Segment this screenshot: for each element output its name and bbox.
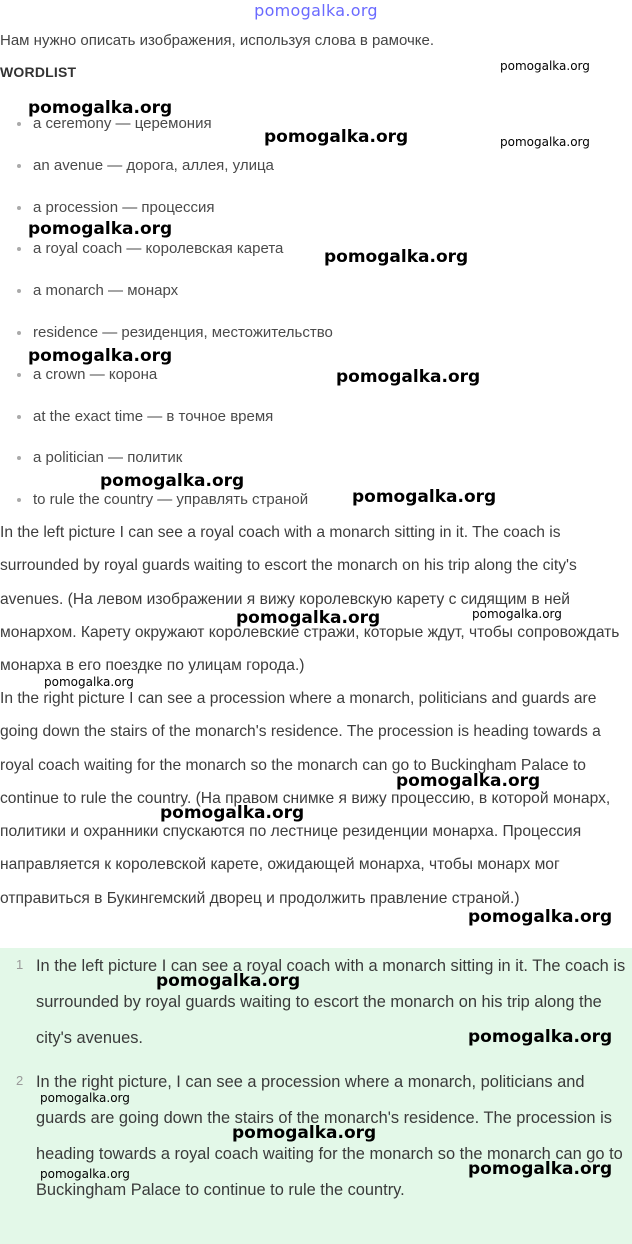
watermark: pomogalka.org xyxy=(500,59,590,73)
bullet-icon xyxy=(17,247,21,251)
paragraph-left-picture: In the left picture I can see a royal coach with a monarch sitting in it. The coach is surrounded by royal guards waiting to escort the monarch on his trip along the city's avenues. (На левом изображении я вижу королевскую карету с сидящим в ней монархом. Карету окружают королевские стражи, которые ждут, чтобы сопровождать монарха в его поездке по улицам города.) xyxy=(0,524,620,675)
bullet-icon xyxy=(17,206,21,210)
bullet-icon xyxy=(17,331,21,335)
watermark: pomogalka.org xyxy=(352,487,497,507)
watermark: pomogalka.org xyxy=(500,135,590,149)
watermark: pomogalka.org xyxy=(336,367,481,387)
watermark: pomogalka.org xyxy=(396,771,541,791)
wordlist-item-text: residence — резиденция, местожительство xyxy=(33,323,333,341)
bullet-icon xyxy=(17,415,21,419)
paragraph-right-picture: In the right picture I can see a procession where a monarch, politicians and guards are going down the stairs of the monarch's residence. The procession is heading towards a royal coach waiting for the monarch so the monarch can go to Buckingham Palace to continue to rule the country. (На правом снимке я вижу процессию, в которой монарх, политики и охранники спускаются по лестнице резиденции монарха. Процессия направляется к королевской карете, ожидающей монарха, чтобы монарх мог отправиться в Букингемский дворец и продолжить правление страной.) xyxy=(0,690,611,907)
bullet-icon xyxy=(17,498,21,502)
wordlist-item-text: a monarch — монарх xyxy=(33,282,179,300)
wordlist-item-text: a crown — корона xyxy=(33,365,158,383)
wordlist-item-text: to rule the country — управлять страной xyxy=(33,491,309,509)
watermark: pomogalka.org xyxy=(28,98,173,118)
bullet-icon xyxy=(17,456,21,460)
wordlist-item xyxy=(0,147,333,189)
bullet-icon xyxy=(17,289,21,293)
wordlist-item-text: a procession — процессия xyxy=(33,198,215,216)
watermark: pomogalka.org xyxy=(232,1123,377,1143)
wordlist xyxy=(0,105,333,523)
answer-number: 2 xyxy=(16,1073,24,1088)
watermark: pomogalka.org xyxy=(100,471,245,491)
watermark: pomogalka.org xyxy=(160,803,305,823)
bullet-icon xyxy=(17,373,21,377)
answer-text: In the left picture I can see a royal coach with a monarch sitting in it. The coach is surrounded by royal guards waiting to escort the monarch on his trip along the city's avenues. xyxy=(36,957,626,1047)
top-watermark: pomogalka.org xyxy=(254,1,378,20)
wordlist-item-text: an avenue — дорога, аллея, улица xyxy=(33,156,274,174)
watermark: pomogalka.org xyxy=(156,971,301,991)
watermark: pomogalka.org xyxy=(468,1159,613,1179)
wordlist-item-text: at the exact time — в точное время xyxy=(33,407,274,425)
bullet-icon xyxy=(17,122,21,126)
answer-number: 1 xyxy=(16,957,24,972)
watermark: pomogalka.org xyxy=(28,219,173,239)
watermark: pomogalka.org xyxy=(264,127,409,147)
intro-text: Нам нужно описать изображения, используя слова в рамочке. xyxy=(0,32,435,49)
wordlist-item-text: a politician — политик xyxy=(33,449,183,467)
watermark: pomogalka.org xyxy=(472,607,562,621)
wordlist-title: WORDLIST xyxy=(0,64,77,80)
wordlist-item xyxy=(0,398,333,440)
watermark: pomogalka.org xyxy=(236,608,381,628)
wordlist-item-text: a ceremony — церемония xyxy=(33,115,212,132)
bullet-icon xyxy=(17,164,21,168)
watermark: pomogalka.org xyxy=(44,675,134,689)
watermark: pomogalka.org xyxy=(324,247,469,267)
watermark: pomogalka.org xyxy=(40,1167,130,1181)
wordlist-item xyxy=(0,272,333,314)
wordlist-item-text: a royal coach — королевская карета xyxy=(33,240,284,258)
watermark: pomogalka.org xyxy=(468,1027,613,1047)
answer-text: In the right picture, I can see a procession where a monarch, politicians and guards are going down the stairs of the monarch's residence. The procession is heading towards a royal coach waiting for the monarch so the monarch can go to Buckingham Palace to continue to rule the country. xyxy=(36,1073,623,1199)
watermark: pomogalka.org xyxy=(40,1091,130,1105)
watermark: pomogalka.org xyxy=(28,346,173,366)
watermark: pomogalka.org xyxy=(468,907,613,927)
